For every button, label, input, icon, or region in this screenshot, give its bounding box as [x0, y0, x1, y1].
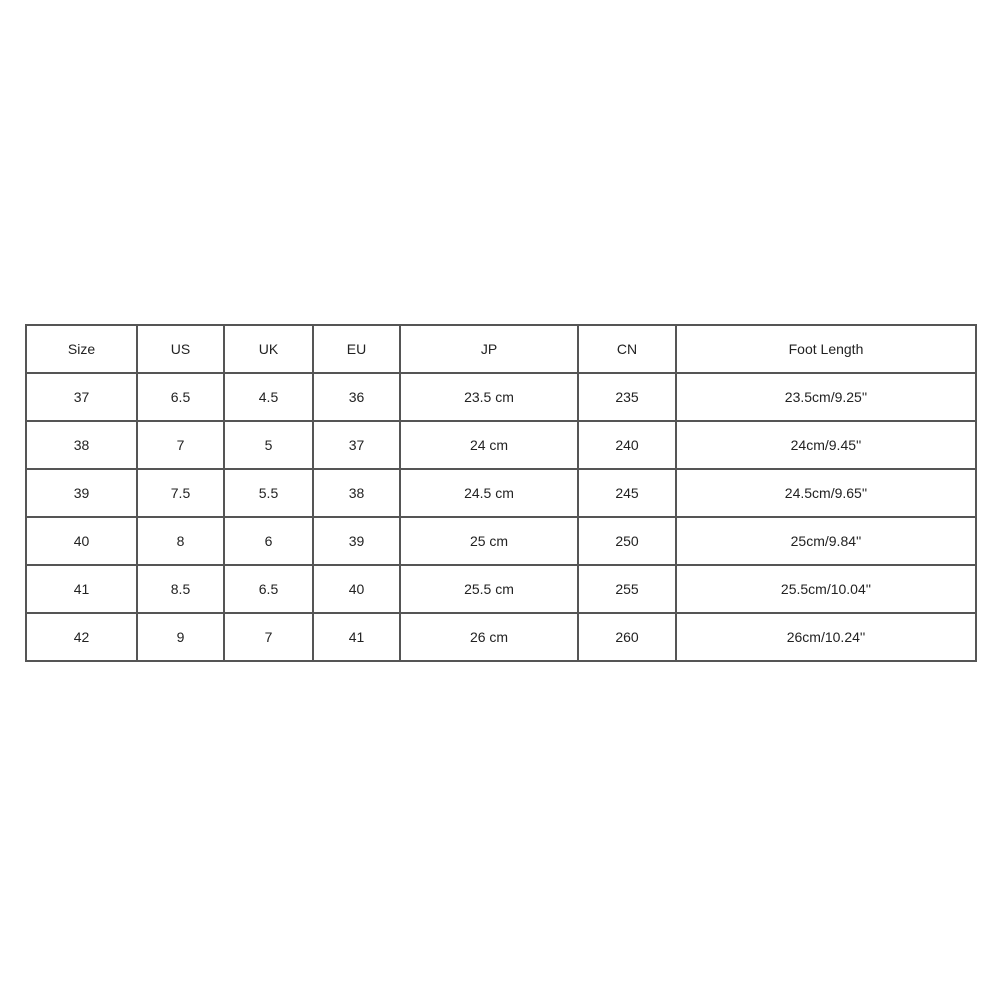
cell-foot-length: 23.5cm/9.25'' — [676, 373, 976, 421]
cell-cn: 260 — [578, 613, 676, 661]
cell-eu: 40 — [313, 565, 400, 613]
header-row — [26, 325, 976, 373]
table-body — [26, 373, 976, 661]
cell-cn: 240 — [578, 421, 676, 469]
cell-us: 6.5 — [137, 373, 224, 421]
cell-jp: 24.5 cm — [400, 469, 578, 517]
cell-uk: 6.5 — [224, 565, 313, 613]
header-eu: EU — [313, 325, 400, 373]
header-size: Size — [26, 325, 137, 373]
header-jp: JP — [400, 325, 578, 373]
cell-us: 7 — [137, 421, 224, 469]
cell-us: 7.5 — [137, 469, 224, 517]
cell-jp: 26 cm — [400, 613, 578, 661]
cell-cn: 255 — [578, 565, 676, 613]
cell-size: 42 — [26, 613, 137, 661]
cell-foot-length: 25.5cm/10.04'' — [676, 565, 976, 613]
size-chart-table — [25, 324, 977, 662]
cell-eu: 36 — [313, 373, 400, 421]
cell-eu: 39 — [313, 517, 400, 565]
cell-size: 38 — [26, 421, 137, 469]
cell-eu: 38 — [313, 469, 400, 517]
cell-jp: 23.5 cm — [400, 373, 578, 421]
cell-uk: 5 — [224, 421, 313, 469]
cell-size: 41 — [26, 565, 137, 613]
table-row — [26, 421, 976, 469]
header-us: US — [137, 325, 224, 373]
cell-cn: 250 — [578, 517, 676, 565]
header-foot-length: Foot Length — [676, 325, 976, 373]
cell-foot-length: 26cm/10.24'' — [676, 613, 976, 661]
cell-foot-length: 24cm/9.45'' — [676, 421, 976, 469]
cell-uk: 7 — [224, 613, 313, 661]
cell-cn: 245 — [578, 469, 676, 517]
cell-cn: 235 — [578, 373, 676, 421]
table-row — [26, 469, 976, 517]
cell-foot-length: 25cm/9.84'' — [676, 517, 976, 565]
cell-size: 39 — [26, 469, 137, 517]
cell-eu: 41 — [313, 613, 400, 661]
cell-size: 37 — [26, 373, 137, 421]
cell-uk: 4.5 — [224, 373, 313, 421]
cell-us: 9 — [137, 613, 224, 661]
cell-uk: 5.5 — [224, 469, 313, 517]
cell-jp: 25 cm — [400, 517, 578, 565]
table-row — [26, 373, 976, 421]
table-header — [26, 325, 976, 373]
cell-us: 8 — [137, 517, 224, 565]
cell-jp: 24 cm — [400, 421, 578, 469]
cell-eu: 37 — [313, 421, 400, 469]
cell-jp: 25.5 cm — [400, 565, 578, 613]
header-uk: UK — [224, 325, 313, 373]
cell-foot-length: 24.5cm/9.65'' — [676, 469, 976, 517]
table-row — [26, 613, 976, 661]
cell-uk: 6 — [224, 517, 313, 565]
table-row — [26, 565, 976, 613]
table-row — [26, 517, 976, 565]
cell-size: 40 — [26, 517, 137, 565]
header-cn: CN — [578, 325, 676, 373]
cell-us: 8.5 — [137, 565, 224, 613]
